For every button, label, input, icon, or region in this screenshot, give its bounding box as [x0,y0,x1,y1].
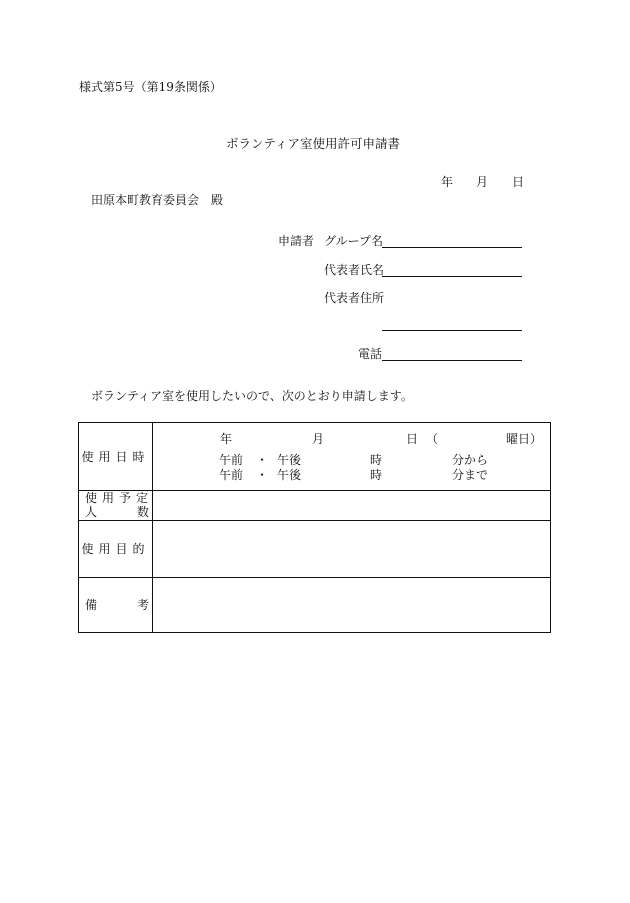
form-number: 様式第5号（第19条関係） [79,80,222,94]
start-minute-from-label: 分から [452,453,489,467]
usage-datetime-label: 使用日時 [81,450,150,464]
date-year-label: 年 [441,175,454,189]
representative-name-label: 代表者氏名 [324,263,385,277]
representative-name-field[interactable] [382,276,522,277]
end-am-label: 午前 [219,468,244,482]
planned-users-label-char2: 数 [137,505,150,519]
planned-users-label-char1: 人 [85,505,98,519]
form-title: ボランティア室使用許可申請書 [226,136,401,151]
end-hour-label: 時 [370,468,383,482]
weekday-label: 曜日） [506,432,543,446]
weekday-paren-open: （ [426,432,439,446]
group-name-label: グループ名 [324,234,384,248]
group-name-field[interactable] [382,247,522,248]
start-am-label: 午前 [219,453,244,467]
phone-field[interactable] [382,360,522,361]
remarks-label-char2: 考 [137,598,150,612]
representative-address-label: 代表者住所 [324,291,385,305]
application-table [78,422,551,633]
date-day-label: 日 [512,175,525,189]
phone-label: 電話 [358,347,383,361]
row-divider [79,577,550,578]
end-pm-label: 午後 [277,468,302,482]
end-dot: ・ [256,468,269,482]
applicant-label: 申請者 [278,234,315,248]
request-sentence: ボランティア室を使用したいので、次のとおり申請します。 [91,389,413,403]
planned-users-label-line1: 使用予定 [85,491,154,505]
usage-day-label: 日 [406,432,419,446]
table-column-divider [152,423,153,632]
representative-address-field[interactable] [382,330,522,331]
usage-year-label: 年 [220,432,233,446]
purpose-label: 使用目的 [81,542,150,556]
date-month-label: 月 [476,175,489,189]
start-hour-label: 時 [370,453,383,467]
end-minute-to-label: 分まで [452,468,489,482]
remarks-label-char1: 備 [85,598,98,612]
start-dot: ・ [256,453,269,467]
start-pm-label: 午後 [277,453,302,467]
usage-month-label: 月 [312,432,325,446]
addressee: 田原本町教育委員会 殿 [91,193,224,207]
